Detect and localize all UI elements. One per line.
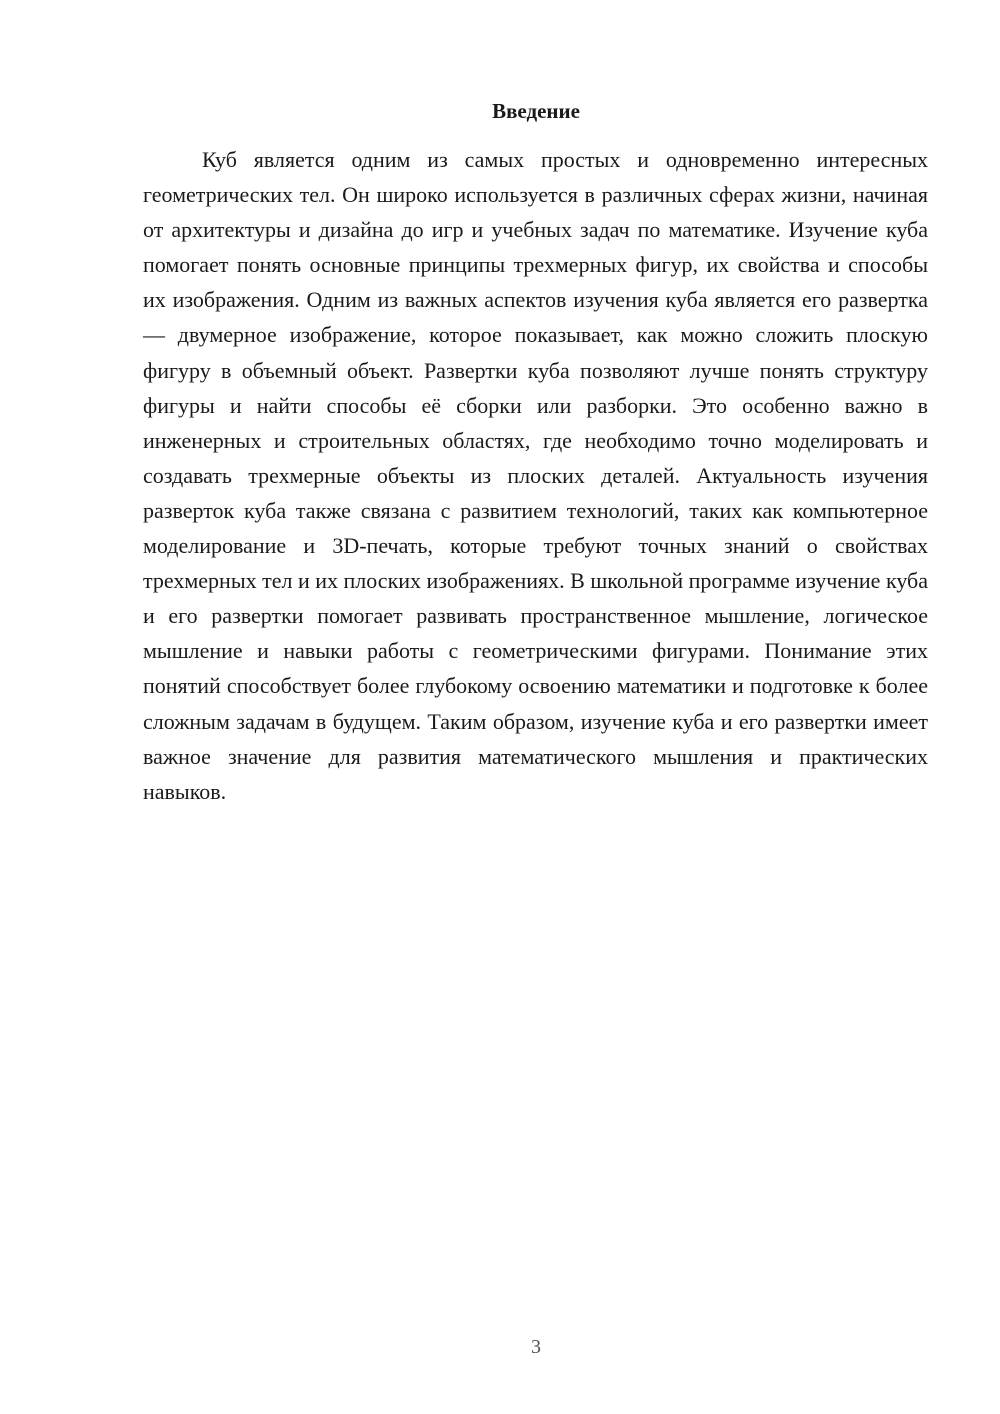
body-paragraph: Куб является одним из самых простых и одновременно интересных геометрических тел. Он широко используется в различных сферах жизни, начиная от архитектуры и дизайна до игр и учебных задач по математике. Изучение куба помогает понять основные принципы трехмерных фигур, их свойства и способы их изображения. Одним из важных аспектов изучения куба является его развертка — двумерное изображение, которое показывает, как можно сложить плоскую фигуру в объемный объект. Развертки куба позволяют лучше понять структуру фигуры и найти способы её сборки или разборки. Это особенно важно в инженерных и строительных областях, где необходимо точно моделировать и создавать трехмерные объекты из плоских деталей. Актуальность изучения разверток куба также связана с развитием технологий, таких как компьютерное моделирование и 3D-печать, которые требуют точных знаний о свойствах трехмерных тел и их плоских изображениях. В школьной программе изучение куба и его развертки помогает развивать пространственное мышление, логическое мышление и навыки работы с геометрическими фигурами. Понимание этих понятий способствует более глубокому освоению математики и подготовке к более сложным задачам в будущем. Таким образом, изучение куба и его развертки имеет важное значение для развития математического мышления и практических навыков. xyxy=(143,147,928,804)
section-heading: Введение xyxy=(492,99,580,123)
page-number: 3 xyxy=(531,1336,541,1358)
